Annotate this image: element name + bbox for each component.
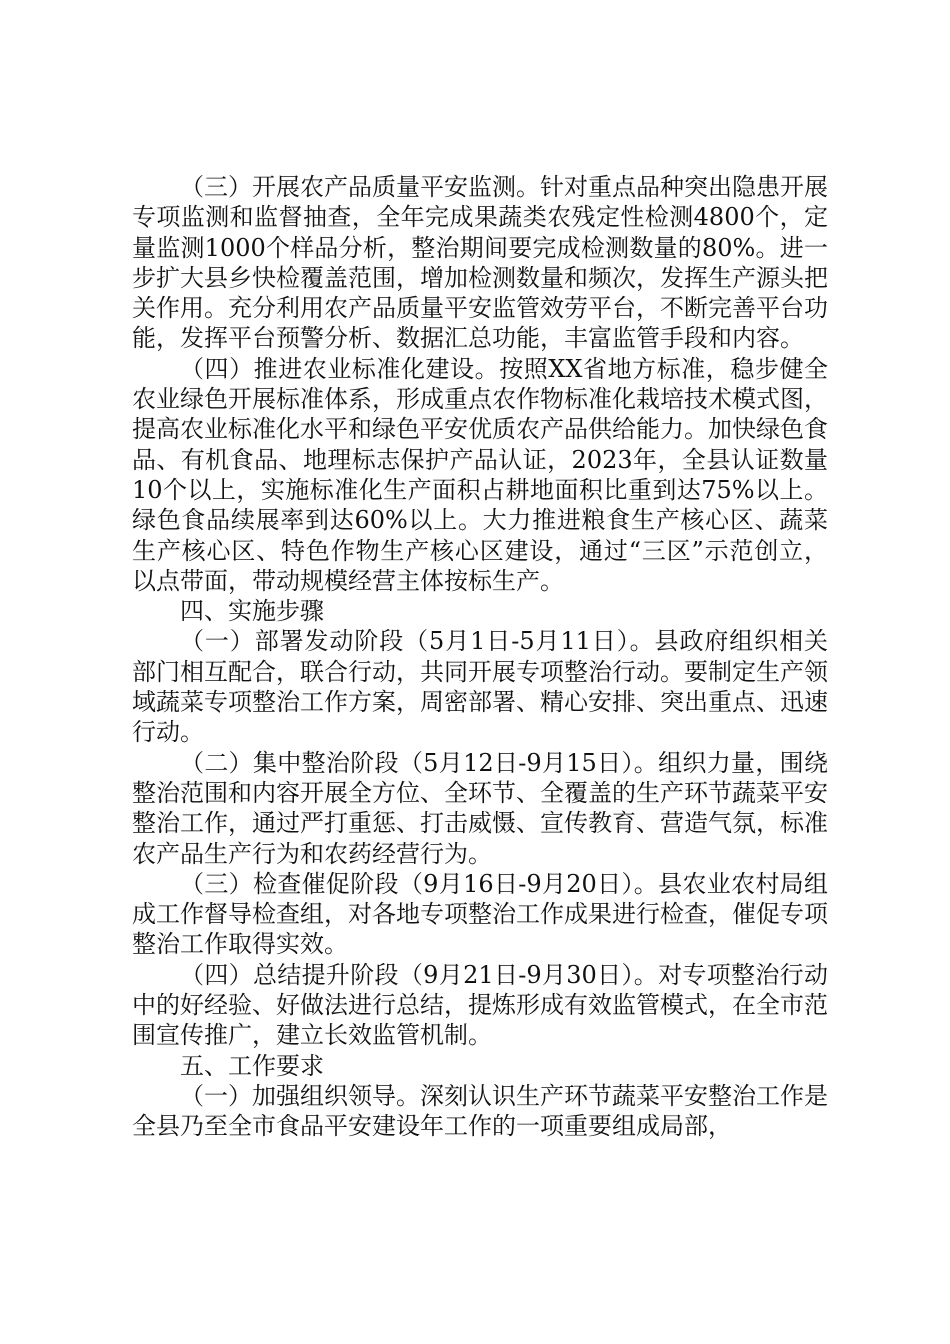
paragraph-standardization: （四）推进农业标准化建设。按照XX省地方标准，稳步健全农业绿色开展标准体系，形成重点农作物标准化栽培技术模式图，提高农业标准化水平和绿色平安优质农产品供给能力。加快绿色食品、有机食品、地理标志保护产品认证，2023年，全县认证数量10个以上，实施标准化生产面积占耕地面积比重到达75%以上。绿色食品续展率到达60%以上。大力推进粮食生产核心区、蔬菜生产核心区、特色作物生产核心区建设，通过“三区”示范创立，以点带面，带动规模经营主体按标生产。 <box>132 354 828 595</box>
paragraph-organization-leadership: （一）加强组织领导。深刻认识生产环节蔬菜平安整治工作是全县乃至全市食品平安建设年工作的一项重要组成局部， <box>132 1081 828 1141</box>
paragraph-step-inspection: （三）检查催促阶段（9月16日-9月20日）。县农业农村局组成工作督导检查组，对各地专项整治工作成果进行检查，催促专项整治工作取得实效。 <box>132 869 828 959</box>
paragraph-quality-monitoring: （三）开展农产品质量平安监测。针对重点品种突出隐患开展专项监测和监督抽查，全年完成果蔬类农残定性检测4800个，定量监测1000个样品分析，整治期间要完成检测数量的80%。进一步扩大县乡快检覆盖范围，增加检测数量和频次，发挥生产源头把关作用。充分利用农产品质量平安监管效劳平台，不断完善平台功能，发挥平台预警分析、数据汇总功能，丰富监管手段和内容。 <box>132 173 828 353</box>
paragraph-step-focused-rectification: （二）集中整治阶段（5月12日-9月15日）。组织力量，围绕整治范围和内容开展全方位、全环节、全覆盖的生产环节蔬菜平安整治工作，通过严打重惩、打击威慑、宣传教育、营造气氛，标准农产品生产行为和农药经营行为。 <box>132 748 828 868</box>
document-body <box>132 172 828 1142</box>
paragraph-step-summary: （四）总结提升阶段（9月21日-9月30日）。对专项整治行动中的好经验、好做法进行总结，提炼形成有效监管模式，在全市范围宣传推广，建立长效监管机制。 <box>132 960 828 1050</box>
paragraph-step-deployment: （一）部署发动阶段（5月1日-5月11日）。县政府组织相关部门相互配合，联合行动，共同开展专项整治行动。要制定生产领域蔬菜专项整治工作方案，周密部署、精心安排、突出重点、迅速行动。 <box>132 627 828 747</box>
section-heading-implementation-steps: 四、实施步骤 <box>180 597 324 626</box>
section-heading-work-requirements: 五、工作要求 <box>180 1051 324 1080</box>
